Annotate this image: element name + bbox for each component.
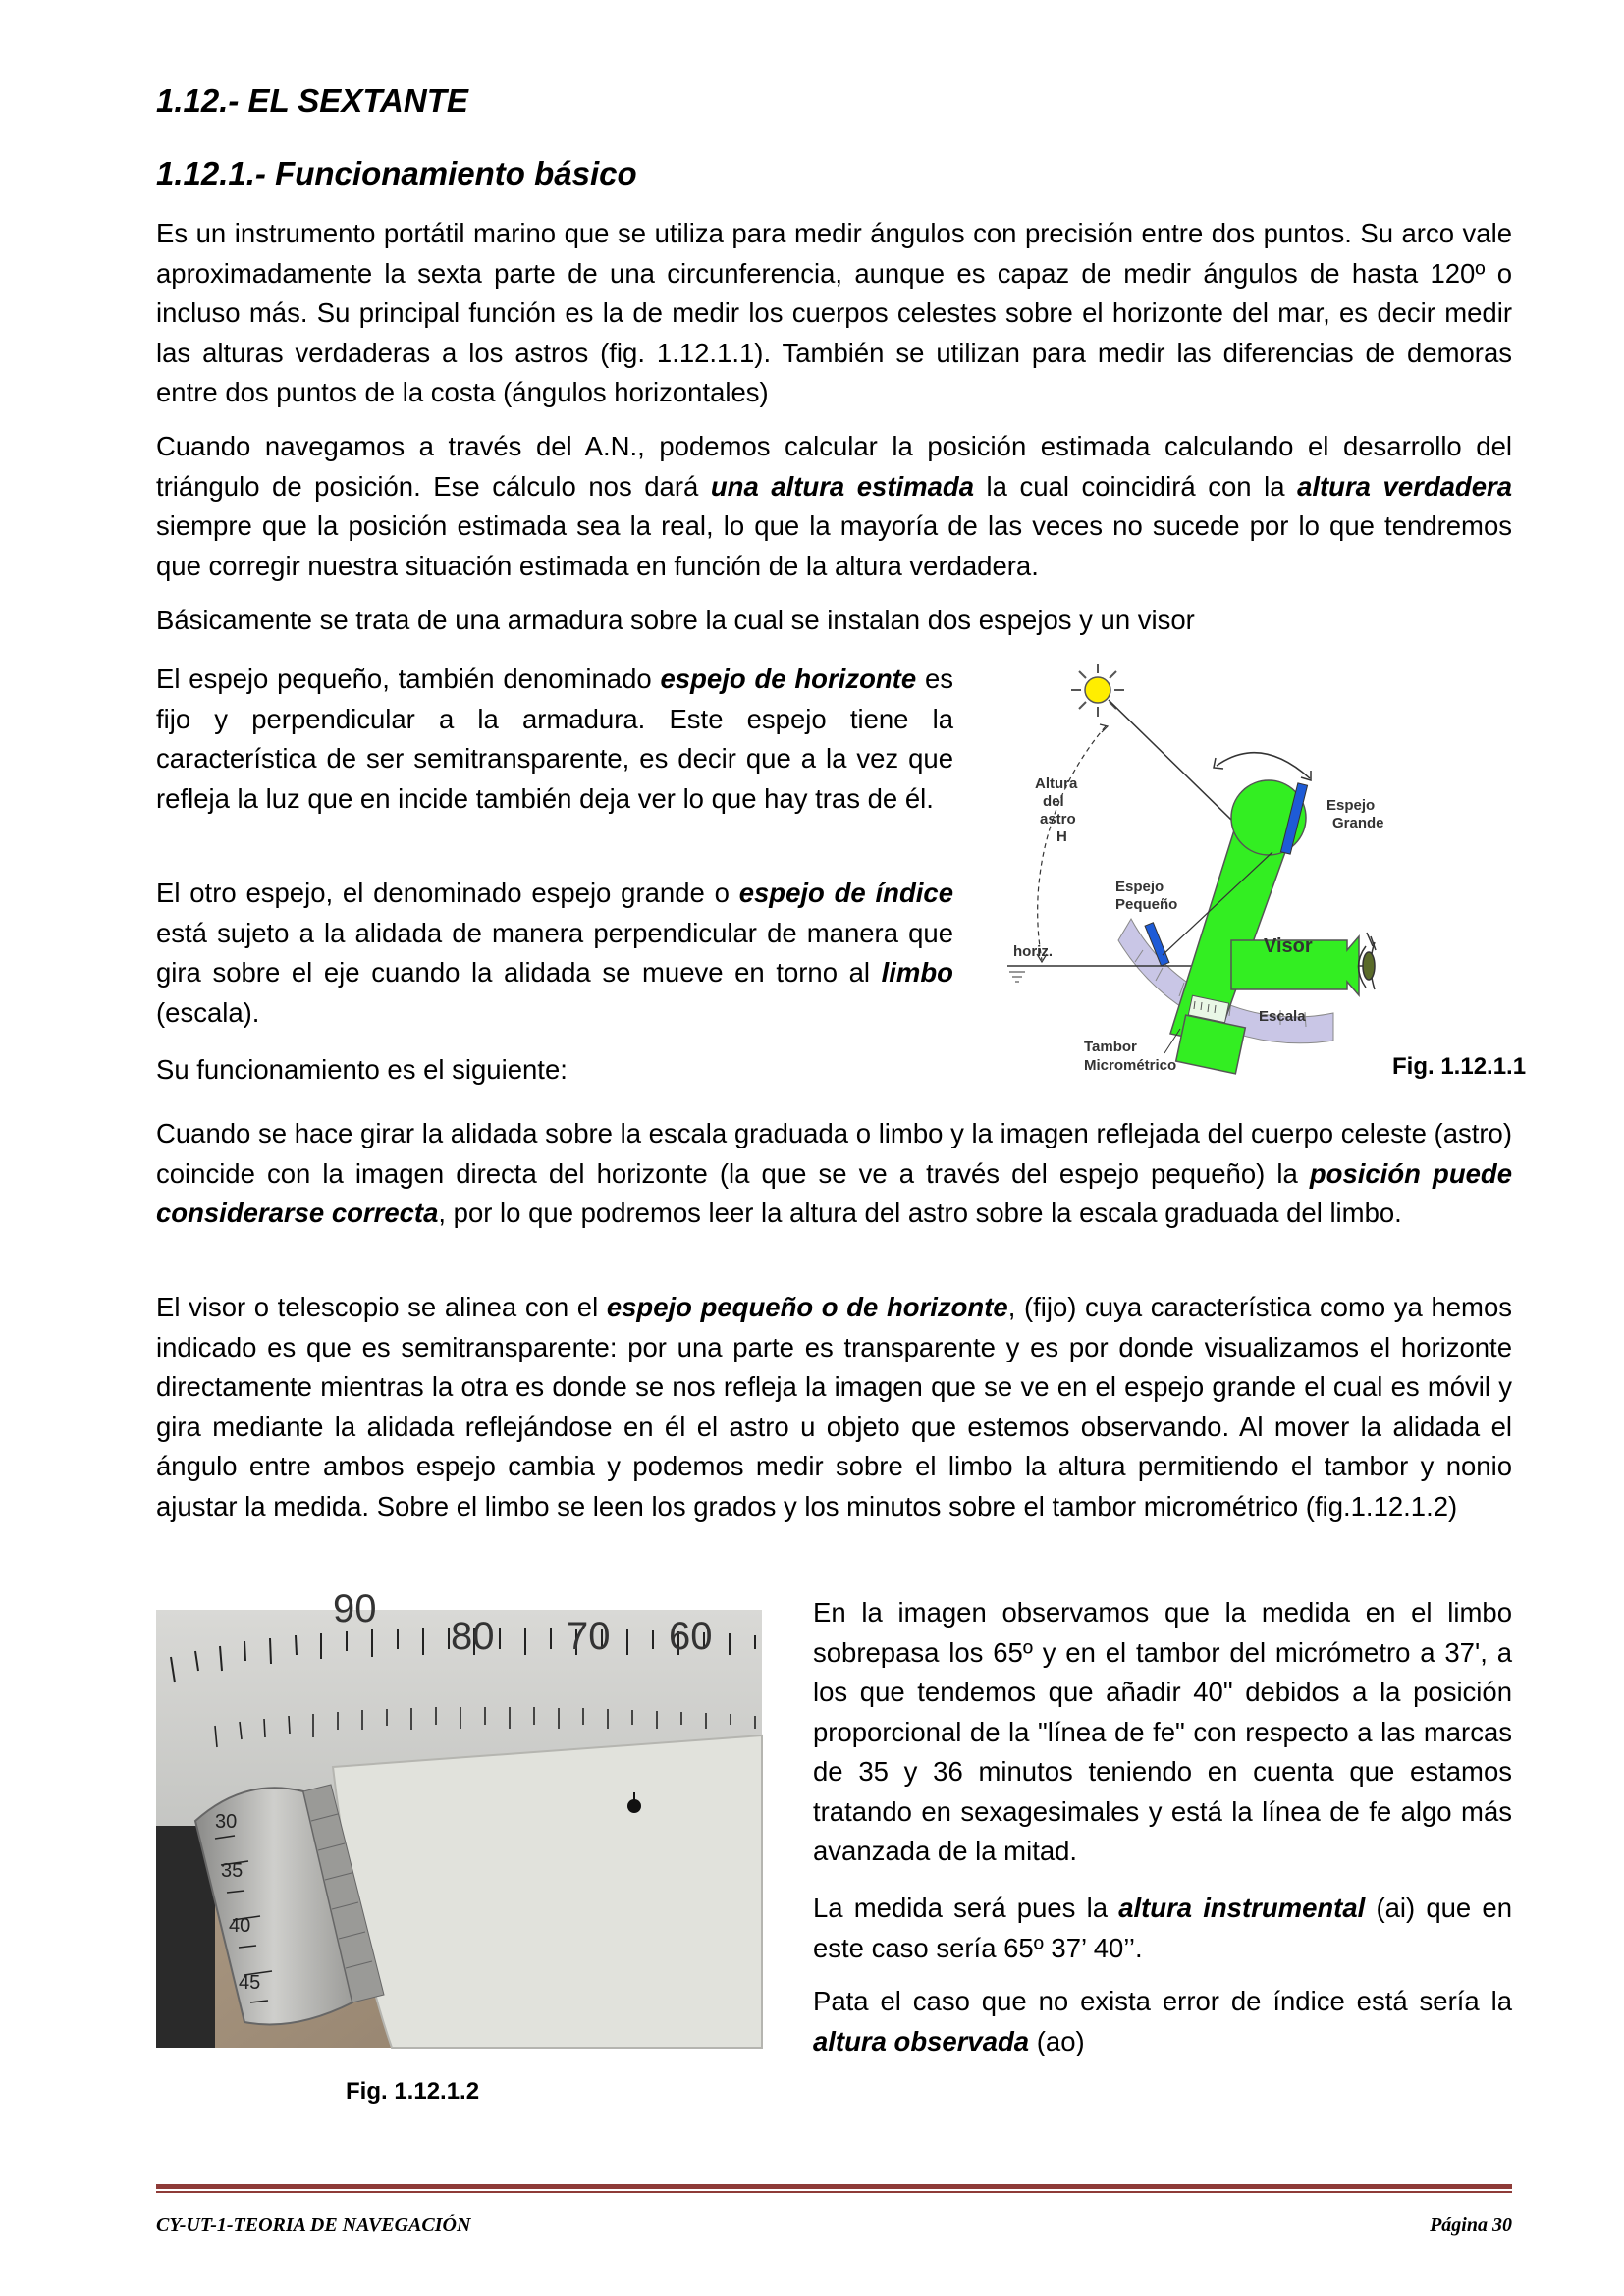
paragraph-index-mirror: El otro espejo, el denominado espejo grande o espejo de índice está sujeto a la alidada de manera perpendicular de manera que gira sobre el eje cuando la alidada se mueve en torno al limbo (escala). [156, 878, 953, 1028]
footer-rule-thin [156, 2191, 1512, 2193]
paragraph-operation-intro: Su funcionamiento es el siguiente: [156, 1054, 568, 1085]
drum-number-45: 45 [239, 1972, 261, 1994]
label-tambor: Tambor [1084, 1039, 1137, 1055]
limb-number-90: 90 [333, 1587, 377, 1630]
sextant-scale-photo [156, 1587, 762, 2048]
figure-caption-2: Fig. 1.12.1.2 [346, 2078, 480, 2105]
limb-number-80: 80 [451, 1615, 495, 1658]
drum-number-40: 40 [229, 1915, 251, 1937]
paragraph-intro: Es un instrumento portátil marino que se utiliza para medir ángulos con precisión entre dos puntos. Su arco vale aproximadamente la sexta parte de una circunferencia, aunque es capaz de medir ángulos de hasta 120º o incluso más. Su principal función es la de medir los cuerpos celestes sobre el horizonte del mar, es decir medir las alturas verdaderas a los astros (fig. 1.12.1.1). También se utilizan para medir las diferencias de demoras entre dos puntos de la costa (ángulos horizontales) [156, 218, 1512, 407]
footer-rule [156, 2184, 1512, 2189]
altitude-arc [1038, 726, 1106, 960]
label-micrometrico: Micrométrico [1084, 1057, 1177, 1074]
paragraph-visor: El visor o telescopio se alinea con el espejo pequeño o de horizonte, (fijo) cuya característica como ya hemos indicado es que es semitransparente: por una parte es transparente y es por donde visualizamos el horizonte directamente mientras la otra es donde se nos refleja la imagen que se ve en el espejo grande el cual es móvil y gira mediante la alidada reflejándose en él el astro u objeto que estemos observando. Al mover la alidada el ángulo entre ambos espejo cambia y podemos medir sobre el limbo la altura permitiendo el tambor y nonio ajustar la medida. Sobre el limbo se leen los grados y los minutos sobre el tambor micrométrico (fig.1.12.1.2) [156, 1292, 1512, 1522]
label-h: H [1056, 828, 1067, 845]
figure-caption-1: Fig. 1.12.1.1 [1392, 1053, 1527, 1080]
label-altura: Altura [1035, 775, 1078, 792]
drum-number-35: 35 [221, 1860, 244, 1882]
label-espejo-grande-1: Espejo [1326, 797, 1376, 814]
label-del: del [1043, 793, 1064, 810]
paragraph-instrumental-altitude: La medida será pues la altura instrumental (ai) que en este caso sería 65º 37’ 40’’. [813, 1893, 1512, 1963]
label-escala: Escala [1259, 1008, 1306, 1025]
footer-course-title: CY-UT-1-TEORIA DE NAVEGACIÓN [156, 2215, 471, 2236]
paragraph-estimated-position: Cuando navegamos a través del A.N., podemos calcular la posición estimada calculando el desarrollo del triángulo de posición. Ese cálculo nos dará una altura estimada la cual coincidirá con la altura verdadera siempre que la posición estimada sea la real, lo que la mayoría de las veces no sucede por lo que tendremos que corregir nuestra situación estimada en función de la altura verdadera. [156, 431, 1513, 581]
paragraph-alignment: Cuando se hace girar la alidada sobre la escala graduada o limbo y la imagen reflejada del cuerpo celeste (astro) coincide con la imagen directa del horizonte (la que se ve a través del espejo pequeño) la posición puede considerarse correcta, por lo que podremos leer la altura del astro sobre la escala graduada del limbo. [156, 1118, 1512, 1228]
limb-number-70: 70 [567, 1615, 611, 1658]
index-arm-plate [333, 1735, 762, 2048]
label-astro: astro [1040, 811, 1076, 828]
label-visor: Visor [1264, 935, 1313, 957]
limb-number-60: 60 [669, 1615, 713, 1658]
paragraph-structure: Básicamente se trata de una armadura sobre la cual se instalan dos espejos y un visor [156, 605, 1195, 635]
label-espejo-grande-2: Grande [1332, 815, 1384, 831]
paragraph-horizon-mirror: El espejo pequeño, también denominado espejo de horizonte es fijo y perpendicular a la armadura. Este espejo tiene la característica de ser semitransparente, es decir que a la vez que refleja la luz que en incide también deja ver lo que hay tras de él. [156, 664, 953, 814]
eye-icon [1359, 933, 1377, 989]
sextant-diagram [1005, 656, 1384, 1088]
footer-page-number: Página 30 [1430, 2215, 1512, 2236]
subsection-heading: 1.12.1.- Funcionamiento básico [156, 155, 637, 191]
label-horiz: horiz. [1013, 943, 1053, 960]
rotation-arrow [1217, 753, 1310, 778]
label-espejo-pequeno-2: Pequeño [1115, 896, 1178, 913]
paragraph-reading: En la imagen observamos que la medida en el limbo sobrepasa los 65º y en el tambor del micrómetro a 37', a los que tendemos que añadir 40" debidos a la posición proporcional de la "línea de fe" con respecto a las marcas de 35 y 36 minutos teniendo en cuenta que estamos tratando en sexagesimales y está la línea de fe algo más avanzada de la mitad. [813, 1597, 1512, 1866]
section-heading: 1.12.- EL SEXTANTE [156, 82, 468, 119]
label-espejo-pequeno-1: Espejo [1115, 879, 1164, 895]
drum-number-30: 30 [215, 1811, 238, 1833]
paragraph-observed-altitude: Pata el caso que no exista error de índice está sería la altura observada (ao) [813, 1986, 1512, 2056]
sun-icon [1071, 664, 1124, 717]
